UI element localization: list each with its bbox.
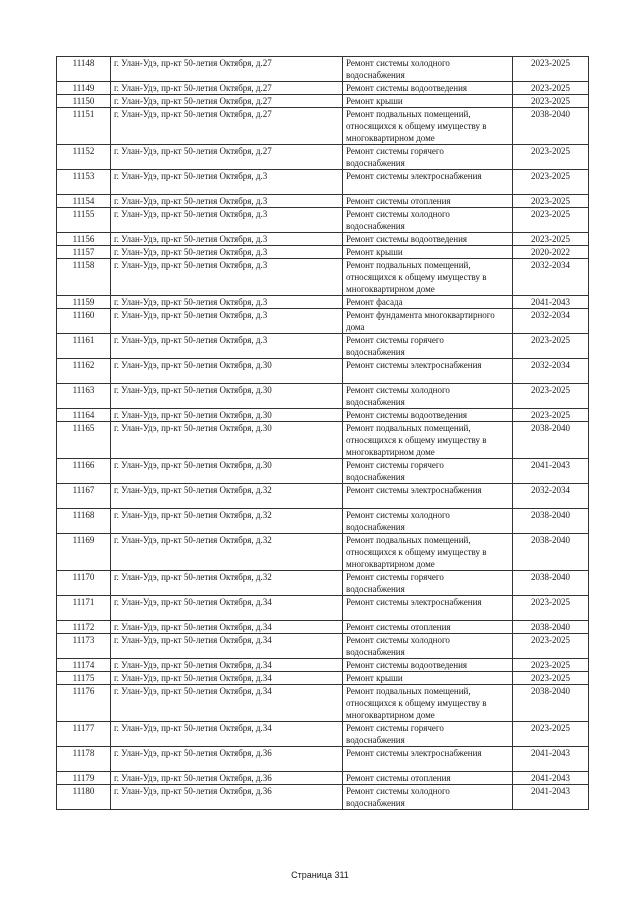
table-row (57, 246, 589, 259)
row-period: 2038-2040 (513, 509, 589, 534)
row-period: 2023-2025 (513, 634, 589, 659)
table-row (57, 772, 589, 785)
work-type-line: Ремонт подвальных помещений, (346, 535, 471, 545)
work-type-line: Ремонт системы холодного (346, 209, 450, 219)
row-number: 11152 (57, 145, 111, 170)
row-period: 2023-2025 (513, 384, 589, 409)
row-period: 2038-2040 (513, 621, 589, 634)
row-number: 11154 (57, 195, 111, 208)
row-period: 2032-2034 (513, 259, 589, 296)
row-address: г. Улан-Удэ, пр-кт 50-летия Октября, д.3 (111, 195, 343, 208)
page-footer (0, 870, 640, 880)
row-period: 2038-2040 (513, 422, 589, 459)
work-type-line: Ремонт системы электроснабжения (346, 748, 482, 758)
work-type-line: Ремонт системы горячего (346, 146, 444, 156)
row-period: 2020-2022 (513, 246, 589, 259)
table-row (57, 621, 589, 634)
table-row (57, 659, 589, 672)
work-type-line: относящихся к общему имуществу в (346, 121, 487, 131)
table-row (57, 747, 589, 772)
row-period: 2023-2025 (513, 195, 589, 208)
row-work-type (343, 359, 513, 384)
table-row (57, 233, 589, 246)
row-period: 2032-2034 (513, 484, 589, 509)
work-type-line: Ремонт системы отопления (346, 196, 451, 206)
row-work-type (343, 82, 513, 95)
table-row (57, 509, 589, 534)
work-type-line: водоснабжения (346, 647, 405, 657)
table-row (57, 596, 589, 621)
row-period: 2038-2040 (513, 108, 589, 145)
row-work-type (343, 309, 513, 334)
table-row (57, 672, 589, 685)
row-number: 11169 (57, 534, 111, 571)
row-work-type (343, 509, 513, 534)
table-row (57, 422, 589, 459)
work-type-line: Ремонт системы отопления (346, 773, 451, 783)
table-row (57, 82, 589, 95)
row-number: 11156 (57, 233, 111, 246)
row-number: 11157 (57, 246, 111, 259)
work-type-line: водоснабжения (346, 798, 405, 808)
row-work-type (343, 208, 513, 233)
row-period: 2041-2043 (513, 747, 589, 772)
row-address: г. Улан-Удэ, пр-кт 50-летия Октября, д.3 (111, 334, 343, 359)
row-address: г. Улан-Удэ, пр-кт 50-летия Октября, д.27 (111, 145, 343, 170)
table-body (57, 57, 589, 810)
table-row (57, 534, 589, 571)
row-address: г. Улан-Удэ, пр-кт 50-летия Октября, д.34 (111, 621, 343, 634)
row-work-type (343, 571, 513, 596)
table-row (57, 145, 589, 170)
repair-schedule-table (56, 56, 589, 810)
row-address: г. Улан-Удэ, пр-кт 50-летия Октября, д.3 (111, 208, 343, 233)
row-period: 2023-2025 (513, 57, 589, 82)
work-type-line: водоснабжения (346, 158, 405, 168)
work-type-line: Ремонт системы электроснабжения (346, 485, 482, 495)
work-type-line: многоквартирном доме (346, 710, 435, 720)
row-address: г. Улан-Удэ, пр-кт 50-летия Октября, д.3 (111, 246, 343, 259)
work-type-line: Ремонт системы холодного (346, 635, 450, 645)
work-type-line: многоквартирном доме (346, 447, 435, 457)
row-number: 11176 (57, 685, 111, 722)
row-number: 11153 (57, 170, 111, 195)
row-address: г. Улан-Удэ, пр-кт 50-летия Октября, д.32 (111, 534, 343, 571)
table-row (57, 685, 589, 722)
row-period: 2038-2040 (513, 571, 589, 596)
row-number: 11177 (57, 722, 111, 747)
row-period: 2023-2025 (513, 409, 589, 422)
work-type-line: многоквартирном доме (346, 133, 435, 143)
row-work-type (343, 672, 513, 685)
row-number: 11162 (57, 359, 111, 384)
row-period: 2023-2025 (513, 722, 589, 747)
row-address: г. Улан-Удэ, пр-кт 50-летия Октября, д.27 (111, 95, 343, 108)
row-work-type (343, 534, 513, 571)
row-work-type (343, 170, 513, 195)
work-type-line: многоквартирном доме (346, 559, 435, 569)
table-row (57, 359, 589, 384)
row-address: г. Улан-Удэ, пр-кт 50-летия Октября, д.32 (111, 509, 343, 534)
row-work-type (343, 246, 513, 259)
table-row (57, 409, 589, 422)
row-number: 11168 (57, 509, 111, 534)
row-work-type (343, 334, 513, 359)
row-work-type (343, 596, 513, 621)
row-period: 2023-2025 (513, 233, 589, 246)
table-row (57, 571, 589, 596)
table-row (57, 722, 589, 747)
row-work-type (343, 785, 513, 810)
row-number: 11158 (57, 259, 111, 296)
work-type-line: Ремонт системы горячего (346, 335, 444, 345)
table-row (57, 208, 589, 233)
table-row (57, 484, 589, 509)
row-number: 11155 (57, 208, 111, 233)
row-work-type (343, 384, 513, 409)
row-period: 2038-2040 (513, 685, 589, 722)
work-type-line: Ремонт системы холодного (346, 385, 450, 395)
table-row (57, 195, 589, 208)
work-type-line: Ремонт системы водоотведения (346, 410, 468, 420)
row-number: 11179 (57, 772, 111, 785)
row-work-type (343, 621, 513, 634)
work-type-line: относящихся к общему имуществу в (346, 435, 487, 445)
row-number: 11151 (57, 108, 111, 145)
work-type-line: Ремонт системы горячего (346, 723, 444, 733)
work-type-line: многоквартирном доме (346, 284, 435, 294)
work-type-line: Ремонт системы электроснабжения (346, 597, 482, 607)
row-number: 11166 (57, 459, 111, 484)
work-type-line: Ремонт крыши (346, 673, 403, 683)
work-type-line: Ремонт системы холодного (346, 58, 450, 68)
row-period: 2032-2034 (513, 309, 589, 334)
row-period: 2023-2025 (513, 145, 589, 170)
row-work-type (343, 195, 513, 208)
row-work-type (343, 659, 513, 672)
row-period: 2023-2025 (513, 659, 589, 672)
table-row (57, 334, 589, 359)
row-address: г. Улан-Удэ, пр-кт 50-летия Октября, д.30 (111, 422, 343, 459)
work-type-line: Ремонт подвальных помещений, (346, 109, 471, 119)
row-address: г. Улан-Удэ, пр-кт 50-летия Октября, д.34 (111, 596, 343, 621)
row-number: 11165 (57, 422, 111, 459)
table-row (57, 170, 589, 195)
work-type-line: относящихся к общему имуществу в (346, 698, 487, 708)
row-work-type (343, 484, 513, 509)
row-number: 11160 (57, 309, 111, 334)
work-type-line: водоснабжения (346, 584, 405, 594)
work-type-line: Ремонт фундамента многоквартирного (346, 310, 495, 320)
work-type-line: Ремонт фасада (346, 297, 403, 307)
row-address: г. Улан-Удэ, пр-кт 50-летия Октября, д.27 (111, 108, 343, 145)
row-number: 11161 (57, 334, 111, 359)
row-period: 2041-2043 (513, 296, 589, 309)
row-work-type (343, 722, 513, 747)
row-address: г. Улан-Удэ, пр-кт 50-летия Октября, д.27 (111, 82, 343, 95)
row-address: г. Улан-Удэ, пр-кт 50-летия Октября, д.32 (111, 484, 343, 509)
row-address: г. Улан-Удэ, пр-кт 50-летия Октября, д.36 (111, 772, 343, 785)
work-type-line: водоснабжения (346, 70, 405, 80)
row-number: 11170 (57, 571, 111, 596)
row-address: г. Улан-Удэ, пр-кт 50-летия Октября, д.30 (111, 409, 343, 422)
work-type-line: водоснабжения (346, 347, 405, 357)
row-address: г. Улан-Удэ, пр-кт 50-летия Октября, д.36 (111, 785, 343, 810)
row-work-type (343, 95, 513, 108)
work-type-line: водоснабжения (346, 472, 405, 482)
row-address: г. Улан-Удэ, пр-кт 50-летия Октября, д.27 (111, 57, 343, 82)
work-type-line: Ремонт системы электроснабжения (346, 360, 482, 370)
row-number: 11172 (57, 621, 111, 634)
table-row (57, 259, 589, 296)
table-row (57, 108, 589, 145)
row-number: 11150 (57, 95, 111, 108)
work-type-line: водоснабжения (346, 221, 405, 231)
row-period: 2038-2040 (513, 534, 589, 571)
work-type-line: Ремонт системы отопления (346, 622, 451, 632)
row-work-type (343, 634, 513, 659)
row-address: г. Улан-Удэ, пр-кт 50-летия Октября, д.3 (111, 296, 343, 309)
work-type-line: Ремонт подвальных помещений, (346, 260, 471, 270)
row-work-type (343, 296, 513, 309)
row-number: 11180 (57, 785, 111, 810)
work-type-line (346, 182, 509, 194)
row-number: 11148 (57, 57, 111, 82)
work-type-line: Ремонт подвальных помещений, (346, 686, 471, 696)
row-period: 2023-2025 (513, 95, 589, 108)
work-type-line: Ремонт системы водоотведения (346, 234, 468, 244)
work-type-line: Ремонт системы холодного (346, 510, 450, 520)
work-type-line: водоснабжения (346, 522, 405, 532)
row-work-type (343, 145, 513, 170)
row-address: г. Улан-Удэ, пр-кт 50-летия Октября, д.3 (111, 309, 343, 334)
row-work-type (343, 747, 513, 772)
row-work-type (343, 233, 513, 246)
work-type-line: дома (346, 322, 365, 332)
row-address: г. Улан-Удэ, пр-кт 50-летия Октября, д.32 (111, 571, 343, 596)
table-row (57, 57, 589, 82)
work-type-line: относящихся к общему имуществу в (346, 547, 487, 557)
row-period: 2041-2043 (513, 459, 589, 484)
row-period: 2023-2025 (513, 596, 589, 621)
row-period: 2023-2025 (513, 82, 589, 95)
row-address: г. Улан-Удэ, пр-кт 50-летия Октября, д.3 (111, 233, 343, 246)
row-work-type (343, 108, 513, 145)
row-address: г. Улан-Удэ, пр-кт 50-летия Октября, д.34 (111, 634, 343, 659)
row-number: 11174 (57, 659, 111, 672)
row-number: 11149 (57, 82, 111, 95)
row-number: 11171 (57, 596, 111, 621)
row-address: г. Улан-Удэ, пр-кт 50-летия Октября, д.30 (111, 459, 343, 484)
row-number: 11167 (57, 484, 111, 509)
row-period: 2041-2043 (513, 785, 589, 810)
row-work-type (343, 57, 513, 82)
work-type-line: Ремонт системы электроснабжения (346, 171, 482, 181)
row-address: г. Улан-Удэ, пр-кт 50-летия Октября, д.30 (111, 384, 343, 409)
row-address: г. Улан-Удэ, пр-кт 50-летия Октября, д.34 (111, 722, 343, 747)
row-period: 2023-2025 (513, 672, 589, 685)
page-number: Страница 311 (291, 870, 349, 880)
table-row (57, 634, 589, 659)
row-number: 11175 (57, 672, 111, 685)
work-type-line (346, 608, 509, 620)
row-period: 2032-2034 (513, 359, 589, 384)
row-period: 2023-2025 (513, 208, 589, 233)
row-work-type (343, 772, 513, 785)
row-period: 2041-2043 (513, 772, 589, 785)
work-type-line (346, 371, 509, 383)
work-type-line: Ремонт системы водоотведения (346, 660, 468, 670)
table-row (57, 296, 589, 309)
table-row (57, 95, 589, 108)
row-number: 11178 (57, 747, 111, 772)
work-type-line (346, 759, 509, 771)
row-number: 11163 (57, 384, 111, 409)
row-work-type (343, 422, 513, 459)
row-address: г. Улан-Удэ, пр-кт 50-летия Октября, д.3 (111, 170, 343, 195)
table-row (57, 384, 589, 409)
work-type-line: Ремонт крыши (346, 96, 403, 106)
work-type-line (346, 496, 509, 508)
work-type-line: Ремонт крыши (346, 247, 403, 257)
table-row (57, 785, 589, 810)
table-row (57, 459, 589, 484)
row-number: 11173 (57, 634, 111, 659)
row-work-type (343, 459, 513, 484)
row-address: г. Улан-Удэ, пр-кт 50-летия Октября, д.30 (111, 359, 343, 384)
row-period: 2023-2025 (513, 334, 589, 359)
work-type-line: Ремонт системы водоотведения (346, 83, 468, 93)
row-work-type (343, 409, 513, 422)
row-work-type (343, 685, 513, 722)
row-address: г. Улан-Удэ, пр-кт 50-летия Октября, д.3 (111, 259, 343, 296)
row-number: 11159 (57, 296, 111, 309)
work-type-line: относящихся к общему имуществу в (346, 272, 487, 282)
work-type-line: водоснабжения (346, 735, 405, 745)
work-type-line: водоснабжения (346, 397, 405, 407)
row-address: г. Улан-Удэ, пр-кт 50-летия Октября, д.34 (111, 672, 343, 685)
work-type-line: Ремонт системы горячего (346, 460, 444, 470)
row-work-type (343, 259, 513, 296)
work-type-line: Ремонт системы холодного (346, 786, 450, 796)
row-address: г. Улан-Удэ, пр-кт 50-летия Октября, д.34 (111, 685, 343, 722)
row-period: 2023-2025 (513, 170, 589, 195)
row-number: 11164 (57, 409, 111, 422)
table-row (57, 309, 589, 334)
work-type-line: Ремонт системы горячего (346, 572, 444, 582)
row-address: г. Улан-Удэ, пр-кт 50-летия Октября, д.34 (111, 659, 343, 672)
work-type-line: Ремонт подвальных помещений, (346, 423, 471, 433)
row-address: г. Улан-Удэ, пр-кт 50-летия Октября, д.36 (111, 747, 343, 772)
